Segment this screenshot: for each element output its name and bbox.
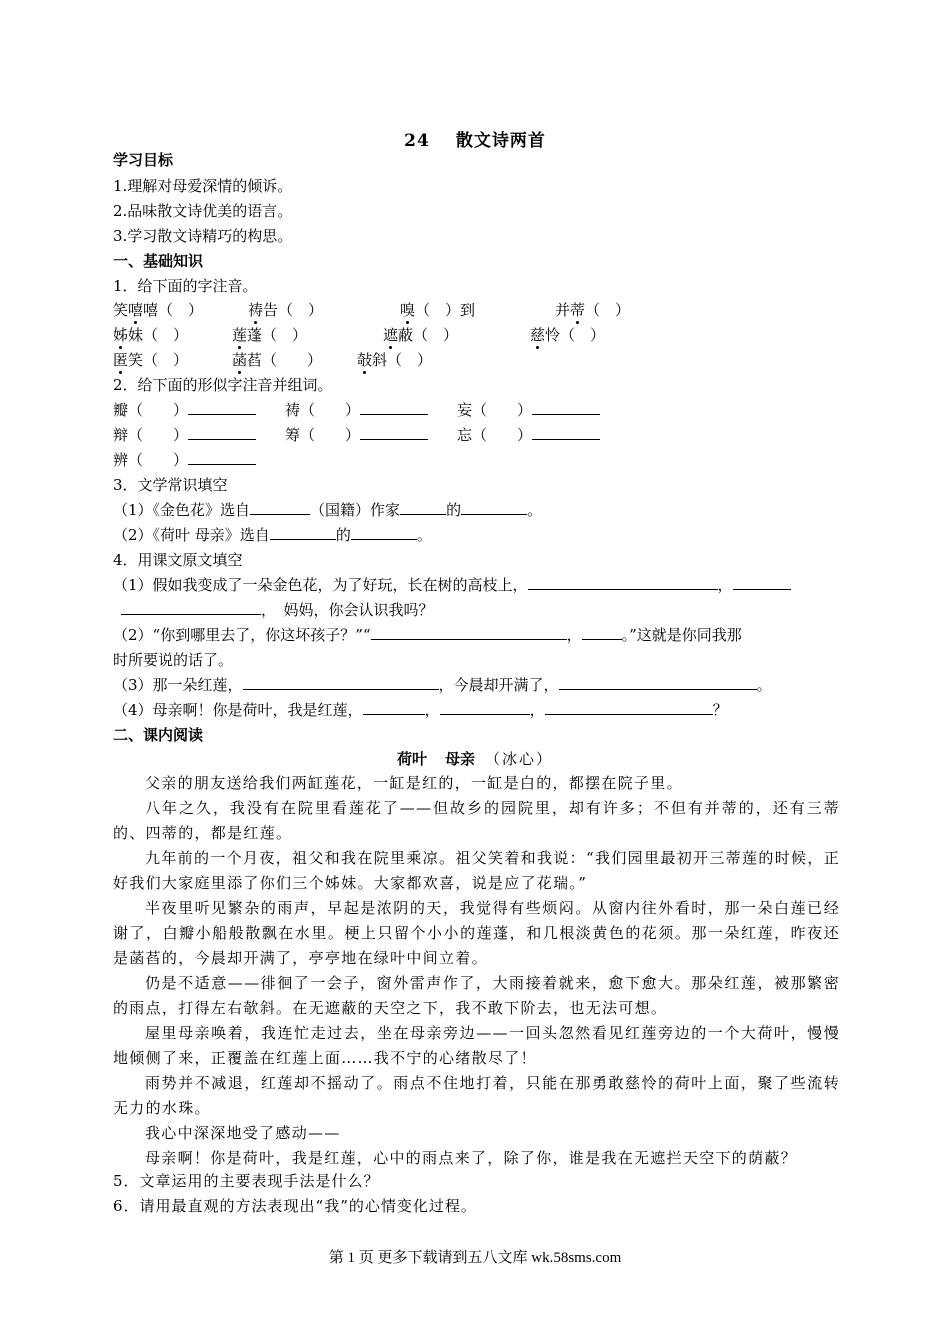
q1-label: 1．给下面的字注音。: [113, 277, 258, 295]
article-paragraph: 半夜里听见繁杂的雨声，早起是浓阴的天，我觉得有些烦闷。从窗内往外看时，那一朵白莲已经谢了，白瓣小船般散飘在水里。梗上只留个小小的莲蓬，和几根淡黄色的花须。那一朵红莲，昨夜还是菡萏的，今晨却开满了，亭亭地在绿叶中间立着。: [113, 899, 840, 967]
q3-line: （1）《金色花》选自 （国籍）作家 的 。: [113, 501, 543, 519]
pinyin-item: 姊妹（ ）: [113, 326, 189, 344]
pinyin-item: 并蒂（ ）: [555, 301, 631, 319]
q6-question: 6．请用最直观的方法表现出“我”的心情变化过程。: [113, 1197, 477, 1215]
page-footer: 第 1 页 更多下载请到五八文库 wk.58sms.com: [328, 1250, 622, 1266]
q4-line: （1）假如我变成了一朵金色花，为了好玩，长在树的高枝上， ，: [113, 575, 791, 595]
q4-label: 4．用课文原文填空: [113, 551, 243, 569]
pinyin-item: 菡萏（ ）: [232, 351, 323, 369]
section1-heading: 一、基础知识: [113, 252, 204, 270]
objectives-heading: 学习目标: [113, 151, 174, 169]
similar-char-item: 筹（ ）: [285, 425, 428, 445]
q5-question: 5．文章运用的主要表现手法是什么？: [113, 1172, 380, 1190]
similar-char-item: 辨（ ）: [113, 450, 256, 470]
lesson-title: 散文诗两首: [455, 131, 546, 151]
similar-char-item: 祷（ ）: [285, 400, 428, 420]
article-paragraph: 屋里母亲唤着，我连忙走过去，坐在母亲旁边——一回头忽然看见红莲旁边的一个大荷叶，慢慢地倾侧了来，正覆盖在红莲上面……我不宁的心绪散尽了！: [113, 1024, 840, 1067]
pinyin-item: 敧斜（ ）: [357, 351, 433, 369]
pinyin-item: 匿笑（ ）: [113, 351, 189, 369]
q4-line: 时所要说的话了。: [113, 651, 234, 669]
similar-char-item: 忘（ ）: [457, 425, 600, 445]
similar-char-item: 瓣（ ）: [113, 400, 256, 420]
q4-line: （4）母亲啊！你是荷叶，我是红莲， ， ， ？: [113, 701, 728, 719]
pinyin-item: 祷告（ ）: [248, 301, 324, 319]
q4-line: ， 妈妈，你会认识我吗？: [121, 600, 434, 620]
article-paragraph: 雨势并不减退，红莲却不摇动了。雨点不住地打着，只能在那勇敢慈怜的荷叶上面，聚了些流转无力的水珠。: [113, 1074, 840, 1117]
pinyin-item: 遮蔽（ ）: [383, 326, 459, 344]
pinyin-item: 笑嘻嘻（ ）: [113, 301, 204, 319]
objective-item: 1.理解对母爱深情的倾诉。: [113, 177, 293, 195]
similar-char-item: 辩（ ）: [113, 425, 256, 445]
objective-item: 3.学习散文诗精巧的构思。: [113, 227, 293, 245]
similar-char-item: 妄（ ）: [457, 400, 600, 420]
q4-line: （2）“你到哪里去了，你这坏孩子？”“ ， 。”这就是你同我那: [113, 626, 742, 644]
section2-heading: 二、课内阅读: [113, 726, 204, 744]
q4-line: （3）那一朵红莲， ，今晨却开满了， 。: [113, 676, 772, 694]
objective-item: 2.品味散文诗优美的语言。: [113, 202, 293, 220]
lesson-number: 24: [404, 131, 430, 151]
article-paragraph: 九年前的一个月夜，祖父和我在院里乘凉。祖父笑着和我说：“我们园里最初开三蒂莲的时候，正好我们大家庭里添了你们三个姊妹。大家都欢喜，说是应了花瑞。”: [113, 849, 840, 892]
page-title: [0, 126, 950, 151]
article-paragraph: 母亲啊！你是荷叶，我是红莲，心中的雨点来了，除了你，谁是我在无遮拦天空下的荫蔽？: [145, 1149, 798, 1167]
pinyin-item: 嗅（ ）到: [400, 301, 476, 319]
q3-line: （2）《荷叶 母亲》选自 的 。: [113, 526, 432, 544]
article-title: 荷叶 母亲 （冰心）: [396, 750, 554, 768]
article-paragraph: 父亲的朋友送给我们两缸莲花，一缸是红的，一缸是白的，都摆在院子里。: [145, 774, 683, 792]
pinyin-item: 莲蓬（ ）: [232, 326, 308, 344]
article-paragraph: 八年之久，我没有在院里看莲花了——但故乡的园院里，却有许多；不但有并蒂的，还有三蒂的、四蒂的，都是红莲。: [113, 799, 840, 842]
article-paragraph: 仍是不适意——徘徊了一会子，窗外雷声作了，大雨接着就来，愈下愈大。那朵红莲，被那繁密的雨点，打得左右欹斜。在无遮蔽的天空之下，我不敢下阶去，也无法可想。: [113, 974, 840, 1017]
pinyin-item: 慈怜（ ）: [530, 326, 606, 344]
q3-label: 3．文学常识填空: [113, 476, 228, 494]
q2-label: 2．给下面的形似字注音并组词。: [113, 376, 333, 394]
article-paragraph: 我心中深深地受了感动——: [145, 1124, 341, 1142]
